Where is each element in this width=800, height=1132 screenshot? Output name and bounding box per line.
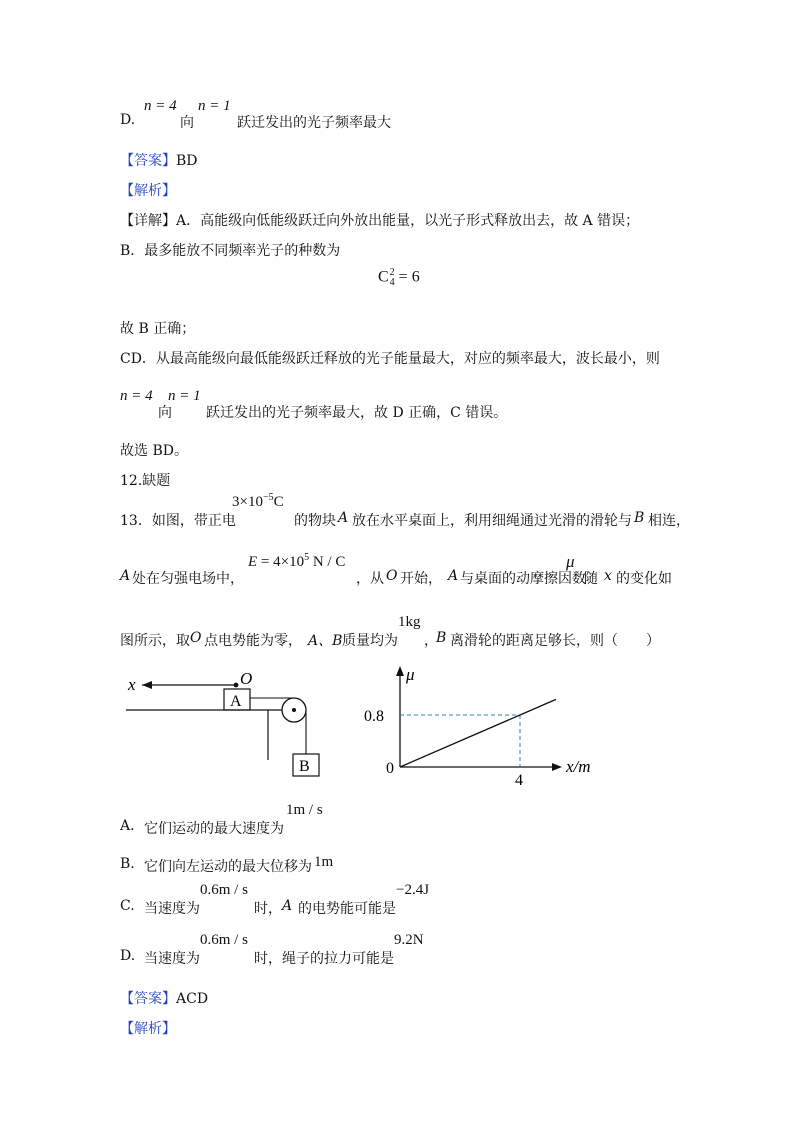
stem-text: 放在水平桌面上，利用细绳通过光滑的滑轮与 bbox=[352, 513, 632, 529]
option-c bbox=[120, 882, 460, 918]
option-b bbox=[120, 852, 420, 876]
italic-o: O bbox=[190, 630, 202, 646]
setup-figure bbox=[120, 668, 330, 780]
q13-line3 bbox=[120, 614, 700, 654]
math-n4: n = 4 bbox=[120, 388, 153, 404]
field-value: $E = 4\times 10^5$ N / C bbox=[248, 552, 346, 570]
stem-text: 离滑轮的距离足够长，则（ ） bbox=[450, 633, 660, 649]
q13-analysis-tag: 【解析】 bbox=[120, 1021, 176, 1037]
math-n4: n = 4 bbox=[144, 98, 177, 114]
q12-missing: 12.缺题 bbox=[120, 473, 171, 489]
x-tick-label: 4 bbox=[515, 772, 523, 786]
origin-label: 0 bbox=[386, 760, 394, 777]
mid-text: 向 bbox=[158, 405, 172, 421]
italic-a: A bbox=[448, 568, 459, 584]
italic-b: B bbox=[634, 510, 645, 526]
q13-line2 bbox=[120, 552, 700, 592]
formula-sub: 4 bbox=[389, 277, 395, 288]
origin-dot bbox=[234, 683, 239, 688]
q11-b-result: 故 B 正确； bbox=[120, 321, 196, 337]
option-math: 1m / s bbox=[286, 802, 323, 818]
option-label: D. bbox=[120, 112, 136, 128]
italic-ab: A、B bbox=[308, 633, 343, 649]
field-unit: N / C bbox=[309, 554, 346, 570]
option-d bbox=[120, 932, 460, 968]
stem-text: 点电势能为零， bbox=[204, 633, 302, 649]
q11-cd: CD．从最高能级向最低能级跃迁释放的光子能量最大，对应的频率最大，波长最小，则 bbox=[120, 351, 660, 367]
italic-x: x bbox=[604, 568, 612, 584]
option-text: 它们运动的最大速度为 bbox=[144, 821, 284, 837]
mass-value: 1kg bbox=[398, 614, 421, 630]
option-text: 时， bbox=[254, 901, 282, 917]
option-label: C. bbox=[120, 898, 135, 914]
block-b-label: B bbox=[299, 758, 310, 775]
q11-detail bbox=[120, 210, 639, 230]
y-axis-arrowhead bbox=[396, 666, 404, 676]
answer-value: ACD bbox=[176, 991, 209, 1007]
charge-value bbox=[232, 494, 284, 511]
option-text: 当速度为 bbox=[144, 901, 200, 917]
option-math: 0.6m / s bbox=[200, 882, 248, 898]
answer-tag: 【答案】 bbox=[120, 153, 176, 169]
stem-text: 随 bbox=[584, 571, 598, 587]
option-math: 1m bbox=[314, 854, 334, 870]
charge-exp: −5 bbox=[262, 492, 274, 503]
q11-choose: 故选 BD。 bbox=[120, 443, 188, 459]
answer-value: BD bbox=[176, 153, 198, 169]
stem-text: 与桌面的动摩擦因数 bbox=[460, 571, 586, 587]
stem-text: 的物块 bbox=[294, 513, 336, 529]
q13-line1 bbox=[120, 494, 700, 534]
italic-a: A bbox=[120, 568, 131, 584]
formula-sup: 2 bbox=[389, 267, 395, 278]
q11-analysis-tag: 【解析】 bbox=[120, 183, 176, 199]
q11-cd2 bbox=[120, 386, 540, 422]
stem-text: 的变化如 bbox=[616, 571, 672, 587]
option-text: 当速度为 bbox=[144, 951, 200, 967]
mu-symbol: μ bbox=[566, 552, 575, 571]
x-label: x bbox=[128, 675, 136, 694]
option-d-top bbox=[120, 96, 440, 132]
option-text: 它们向左运动的最大位移为 bbox=[144, 859, 312, 875]
charge-base: 3×10 bbox=[232, 494, 263, 510]
y-tick-label: 0.8 bbox=[364, 708, 384, 725]
italic-a: A bbox=[338, 510, 349, 526]
stem-text: ，从 bbox=[356, 571, 384, 587]
formula-base: C bbox=[378, 268, 389, 286]
stem-text: 质量均为 bbox=[342, 633, 398, 649]
stem-text: 图所示，取 bbox=[120, 633, 190, 649]
field-exp: 5 bbox=[304, 552, 310, 563]
answer-tag: 【答案】 bbox=[120, 991, 176, 1007]
stem-text: ， bbox=[424, 633, 438, 649]
math-n1: n = 1 bbox=[168, 388, 201, 404]
option-label: D. bbox=[120, 948, 136, 964]
mu-x-chart bbox=[360, 662, 600, 786]
pulley-axle bbox=[292, 708, 296, 712]
italic-o: O bbox=[386, 568, 398, 584]
option-math: 0.6m / s bbox=[200, 932, 248, 948]
option-text: 时，绳子的拉力可能是 bbox=[254, 951, 394, 967]
option-text: 的电势能可能是 bbox=[298, 901, 396, 917]
italic-b: B bbox=[436, 630, 447, 646]
stem-text: 开始， bbox=[400, 571, 442, 587]
q11-answer bbox=[120, 150, 198, 170]
q13-answer bbox=[120, 988, 208, 1008]
block-a-label: A bbox=[230, 693, 242, 710]
option-text: 跃迁发出的光子频率最大 bbox=[237, 115, 391, 131]
stem-text: 13．如图，带正电 bbox=[120, 513, 236, 529]
y-axis-label: μ bbox=[406, 665, 415, 684]
mid-text: 向 bbox=[180, 115, 194, 131]
option-label: B. bbox=[120, 856, 135, 872]
italic-a: A bbox=[282, 898, 293, 914]
mu-series-line bbox=[400, 699, 556, 767]
stem-text: 处在匀强电场中， bbox=[132, 571, 244, 587]
option-math: 9.2N bbox=[394, 932, 424, 948]
charge-unit: C bbox=[273, 494, 284, 510]
detail-a: A．高能级向低能级跃迁向外放出能量，以光子形式释放出去，故 A 错误； bbox=[176, 213, 640, 229]
cd2-text: 跃迁发出的光子频率最大，故 D 正确，C 错误。 bbox=[206, 405, 508, 421]
option-label: A. bbox=[120, 818, 135, 834]
x-axis-arrowhead bbox=[552, 763, 562, 771]
math-n1: n = 1 bbox=[198, 98, 231, 114]
q11-formula bbox=[378, 268, 420, 288]
q11-b: B．最多能放不同频率光子的种数为 bbox=[120, 243, 341, 259]
stem-text: 相连， bbox=[648, 513, 690, 529]
o-label: O bbox=[240, 669, 253, 688]
detail-tag: 【详解】 bbox=[120, 213, 176, 229]
formula-rest: = 6 bbox=[394, 268, 420, 286]
option-math: −2.4J bbox=[396, 882, 430, 898]
option-a bbox=[120, 802, 420, 838]
x-axis-label: x/m bbox=[566, 757, 591, 776]
arrow-head bbox=[142, 681, 152, 689]
